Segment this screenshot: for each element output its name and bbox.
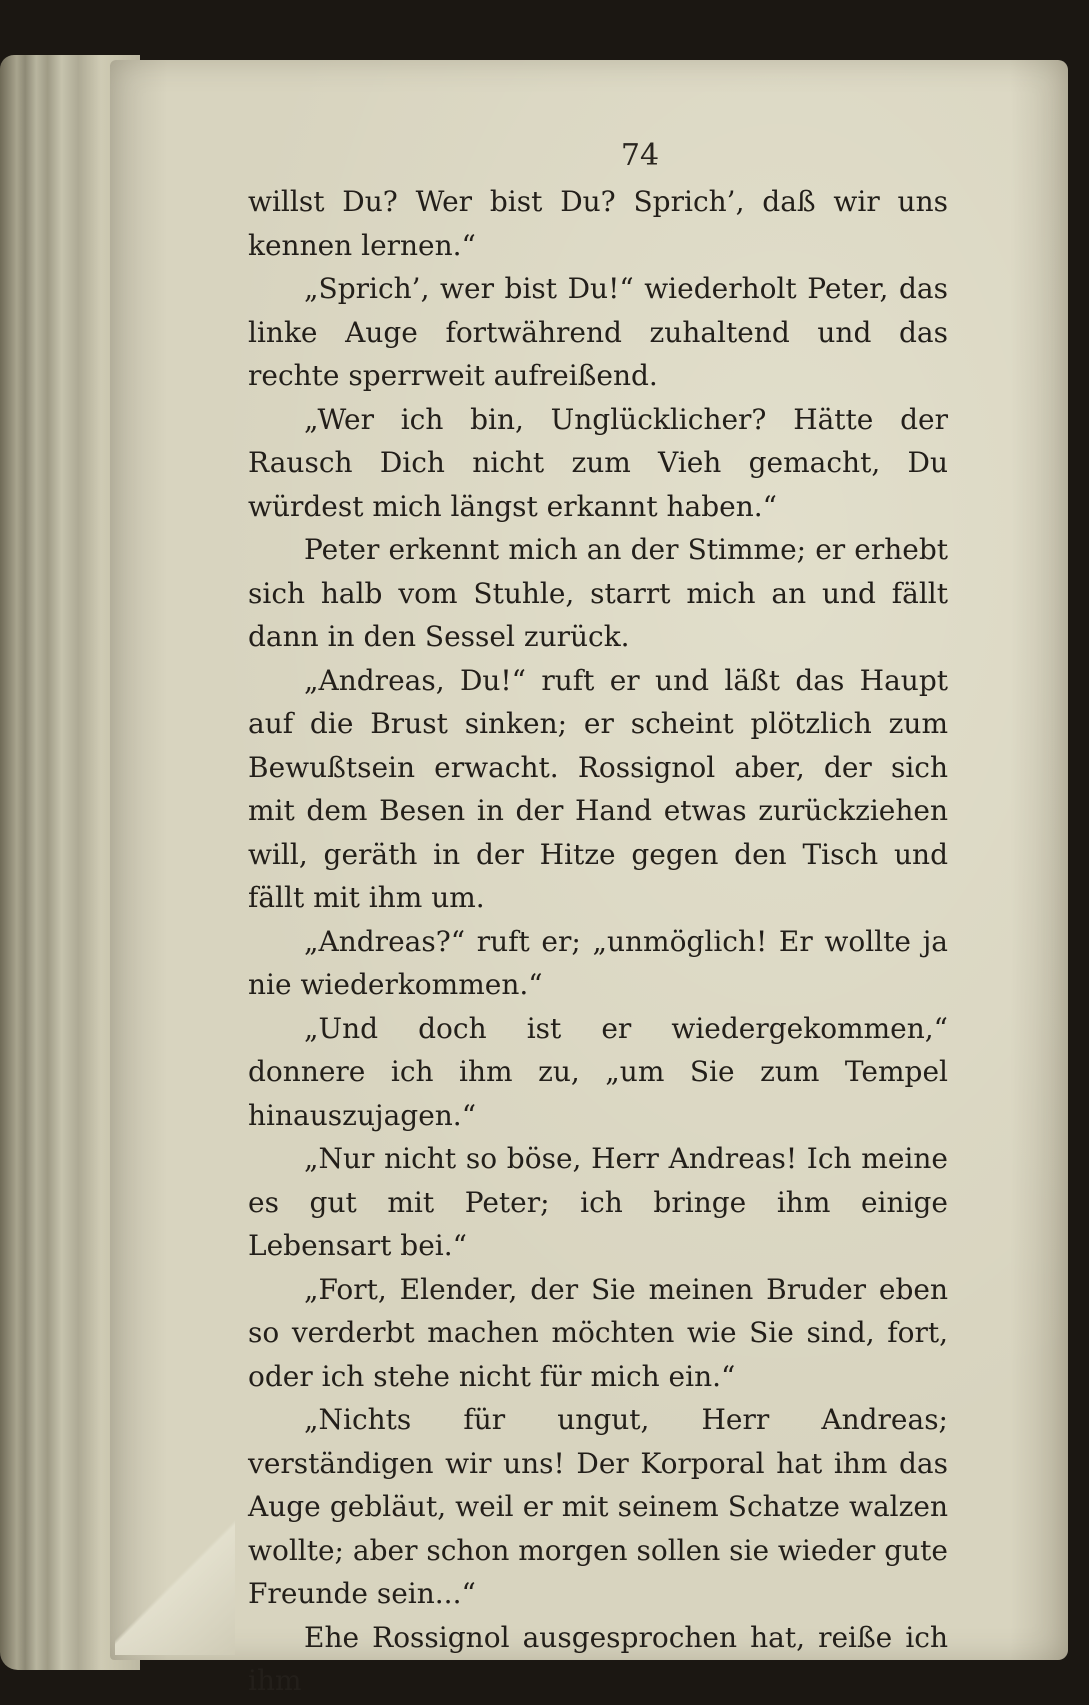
- paragraph: „Andreas?“ ruft er; „unmöglich! Er wollte ja nie wiederkommen.“: [248, 924, 948, 1001]
- paragraph: „Fort, Elender, der Sie meinen Bruder eben so verderbt machen möchten wie Sie sind, fort, oder ich stehe nicht für mich ein.“: [248, 1272, 948, 1393]
- page-number: 74: [620, 138, 660, 173]
- paragraph: Ehe Rossignol ausgesprochen hat, reiße ich ihm: [248, 1620, 948, 1697]
- paragraph: „Nur nicht so böse, Herr Andreas! Ich meine es gut mit Peter; ich bringe ihm einige Lebensart bei.“: [248, 1142, 948, 1262]
- paragraph: willst Du? Wer bist Du? Sprich’, daß wir uns kennen lernen.“: [248, 185, 948, 262]
- folded-corner: [115, 1515, 235, 1655]
- paragraph: „Wer ich bin, Unglücklicher? Hätte der Rausch Dich nicht zum Vieh gemacht, Du würdest mich längst erkannt haben.“: [248, 402, 948, 523]
- paragraph: „Andreas, Du!“ ruft er und läßt das Haupt auf die Brust sinken; er scheint plötzlich zum Bewußtsein erwacht. Rossignol aber, der sich mit dem Besen in der Hand etwas zurückziehen will, geräth in der Hitze gegen den Tisch und fällt mit ihm um.: [248, 663, 948, 914]
- body-text: [248, 180, 948, 1703]
- paragraph: „Und doch ist er wiedergekommen,“ donnere ich ihm zu, „um Sie zum Tempel hinauszujagen.“: [248, 1011, 948, 1132]
- paragraph: „Nichts für ungut, Herr Andreas; verständigen wir uns! Der Korporal hat ihm das Auge gebläut, weil er mit seinem Schatze walzen wollte; aber schon morgen sollen sie wieder gute Freunde sein...“: [248, 1403, 948, 1610]
- paragraph: Peter erkennt mich an der Stimme; er erhebt sich halb vom Stuhle, starrt mich an und fällt dann in den Sessel zurück.: [248, 533, 948, 653]
- paragraph: „Sprich’, wer bist Du!“ wiederholt Peter, das linke Auge fortwährend zuhaltend und das rechte sperrweit aufreißend.: [248, 272, 948, 392]
